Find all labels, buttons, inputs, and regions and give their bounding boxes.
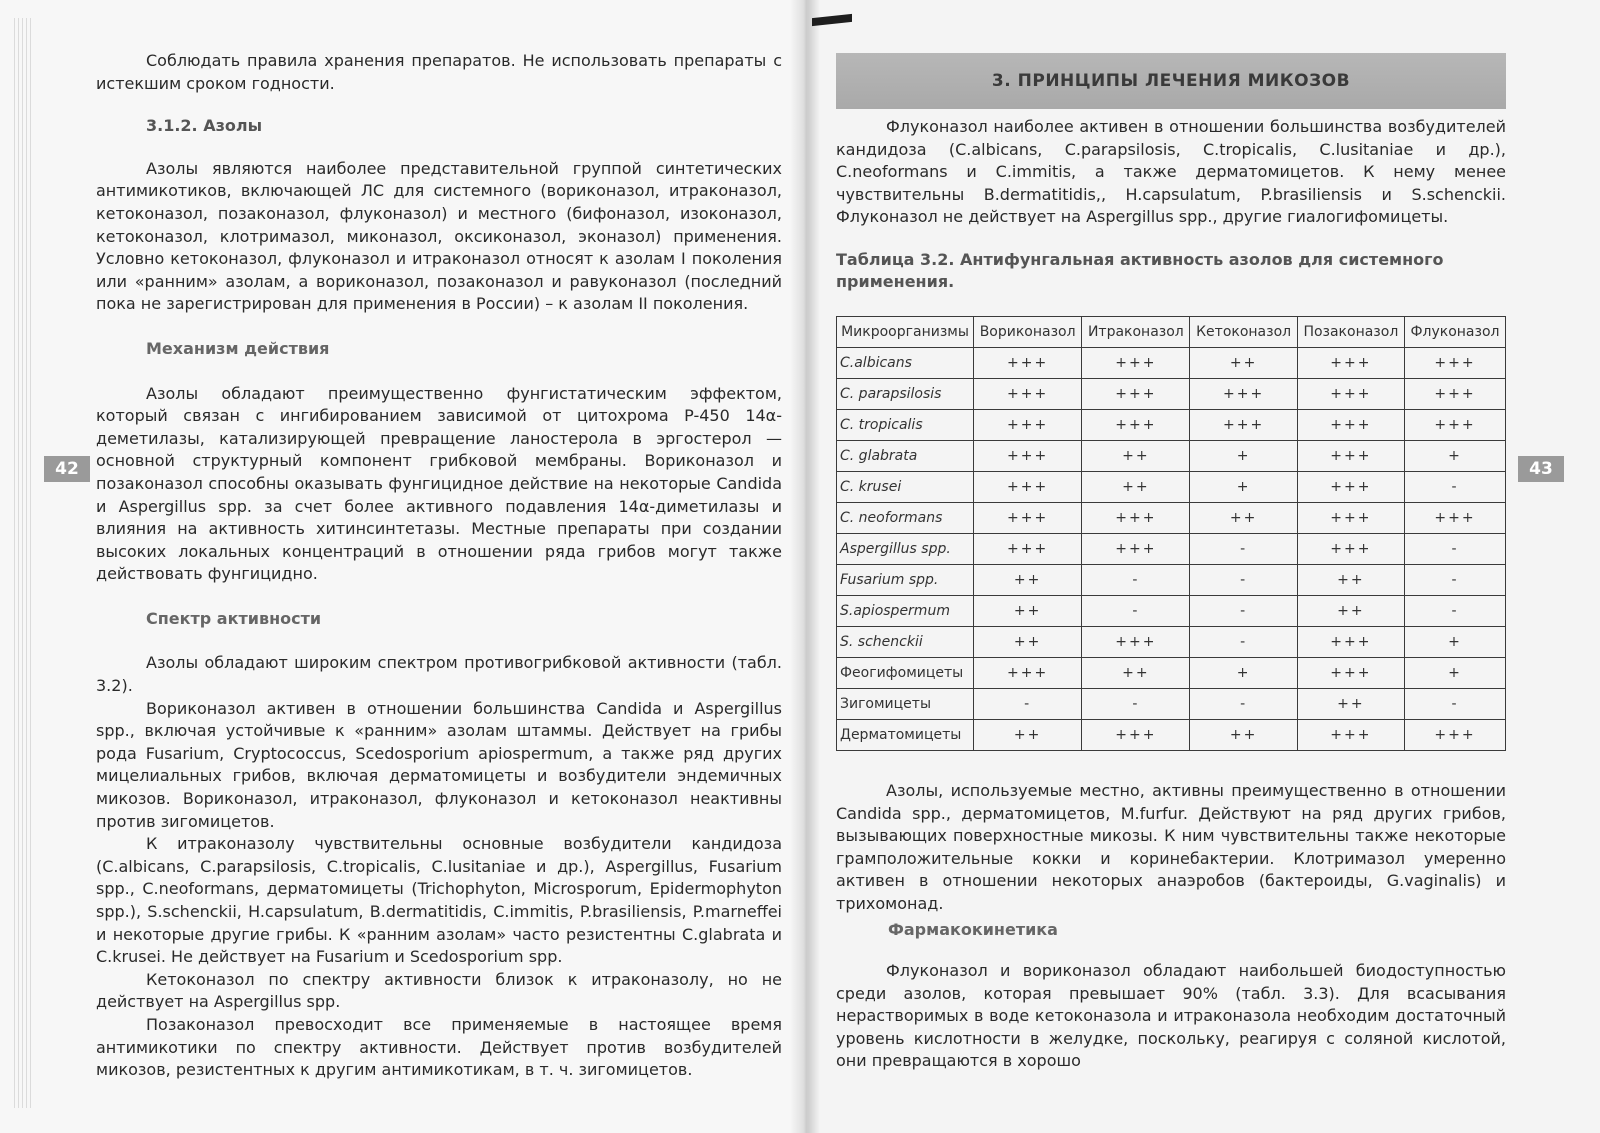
activity-cell: - xyxy=(1190,689,1297,720)
table-header-row xyxy=(837,317,1506,348)
intro-paragraph: Соблюдать правила хранения препаратов. Не использовать препараты с истекшим сроком годности. xyxy=(96,51,782,93)
table-row xyxy=(837,503,1506,534)
activity-cell: +++ xyxy=(974,472,1082,503)
activity-cell: +++ xyxy=(1404,720,1505,751)
activity-cell: - xyxy=(1082,596,1190,627)
activity-cell: ++ xyxy=(974,565,1082,596)
right-text-top xyxy=(836,116,1506,229)
activity-cell: + xyxy=(1190,472,1297,503)
header-cell: Итраконазол xyxy=(1082,317,1190,348)
activity-cell: +++ xyxy=(1082,503,1190,534)
activity-cell: ++ xyxy=(1297,565,1404,596)
table-row xyxy=(837,627,1506,658)
organism-cell: C. neoformans xyxy=(837,503,974,534)
heading-spectrum: Спектр активности xyxy=(146,608,322,628)
header-cell: Позаконазол xyxy=(1297,317,1404,348)
organism-cell: C. tropicalis xyxy=(837,410,974,441)
activity-cell: ++ xyxy=(974,627,1082,658)
activity-cell: - xyxy=(1404,565,1505,596)
activity-cell: +++ xyxy=(1297,720,1404,751)
activity-cell: +++ xyxy=(974,379,1082,410)
activity-cell: - xyxy=(1190,534,1297,565)
activity-cell: +++ xyxy=(974,503,1082,534)
section-title-azoles: 3.1.2. Азолы xyxy=(146,116,263,136)
activity-cell: +++ xyxy=(1404,503,1505,534)
activity-cell: ++ xyxy=(1190,720,1297,751)
table-row xyxy=(837,410,1506,441)
table-row xyxy=(837,379,1506,410)
organism-cell: Зигомицеты xyxy=(837,689,974,720)
activity-cell: +++ xyxy=(1082,348,1190,379)
organism-cell: Aspergillus spp. xyxy=(837,534,974,565)
activity-cell: + xyxy=(1190,441,1297,472)
activity-cell: +++ xyxy=(974,534,1082,565)
activity-cell: - xyxy=(1082,565,1190,596)
activity-cell: +++ xyxy=(1082,627,1190,658)
organism-cell: Дерматомицеты xyxy=(837,720,974,751)
organism-cell: C. glabrata xyxy=(837,441,974,472)
table-body xyxy=(837,348,1506,751)
activity-cell: ++ xyxy=(1082,441,1190,472)
activity-cell: +++ xyxy=(1297,534,1404,565)
activity-cell: +++ xyxy=(1082,410,1190,441)
chapter-header-bar: 3. ПРИНЦИПЫ ЛЕЧЕНИЯ МИКОЗОВ xyxy=(836,53,1506,109)
activity-cell: +++ xyxy=(1190,379,1297,410)
activity-cell: ++ xyxy=(974,720,1082,751)
left-text-column xyxy=(96,50,782,1082)
activity-cell: ++ xyxy=(1082,472,1190,503)
activity-cell: +++ xyxy=(1082,720,1190,751)
table-row xyxy=(837,720,1506,751)
activity-cell: +++ xyxy=(1297,441,1404,472)
activity-cell: +++ xyxy=(1404,379,1505,410)
table-row xyxy=(837,472,1506,503)
paragraph-spectrum-1: Азолы обладают широким спектром противогрибковой активности (табл. 3.2). xyxy=(96,653,782,696)
activity-cell: - xyxy=(1404,472,1505,503)
activity-cell: +++ xyxy=(1190,410,1297,441)
paragraph-mechanism: Азолы обладают преимущественно фунгистатическим эффектом, который связан с ингибированием зависимой от цитохрома P-450 14α-деметилазы, катализирующей превращение ланостерола в эргостерол — основной структурный компонент грибковой мембраны. Вориконазол и позаконазол способны оказывать фунгицидное действие на некоторые Candida и Aspergillus spp. за счет более активного подавления 14α-диметилазы и влияния на активность хитинсинтетазы. Местные препараты при создании высоких локальных концентраций в отношении ряда грибов могут также действовать фунгицидно. xyxy=(96,383,782,584)
organism-cell: S.apiospermum xyxy=(837,596,974,627)
header-cell: Микроорганизмы xyxy=(837,317,974,348)
organism-cell: S. schenckii xyxy=(837,627,974,658)
activity-cell: +++ xyxy=(1404,410,1505,441)
activity-cell: +++ xyxy=(1297,627,1404,658)
activity-cell: +++ xyxy=(1297,503,1404,534)
activity-cell: ++ xyxy=(1190,503,1297,534)
activity-cell: - xyxy=(1082,689,1190,720)
organism-cell: C. parapsilosis xyxy=(837,379,974,410)
activity-cell: - xyxy=(1404,534,1505,565)
table-row xyxy=(837,689,1506,720)
activity-cell: + xyxy=(1404,627,1505,658)
table-row xyxy=(837,441,1506,472)
activity-cell: + xyxy=(1404,441,1505,472)
activity-cell: +++ xyxy=(1297,410,1404,441)
header-cell: Вориконазол xyxy=(974,317,1082,348)
organism-cell: Феогифомицеты xyxy=(837,658,974,689)
activity-cell: +++ xyxy=(974,410,1082,441)
activity-cell: ++ xyxy=(974,596,1082,627)
paragraph-spectrum-5: Позаконазол превосходит все применяемые в настоящее время антимикотики по спектру активности. Действует против возбудителей микозов, резистентных к другим антимикотикам, в т. ч. зигомицетов. xyxy=(96,1014,782,1080)
heading-pharmacokinetics: Фармакокинетика xyxy=(888,920,1058,939)
page-number-left: 42 xyxy=(44,456,90,482)
activity-cell: - xyxy=(1190,565,1297,596)
paragraph-fluconazole: Флуконазол наиболее активен в отношении большинства возбудителей кандидоза (C.albicans, C.parapsilosis, C.tropicalis, C.lusitaniae и др.), C.neoformans и C.immitis, а также дерматомицетов. К нему менее чувствительны B.dermatitidis,, H.capsulatum, P.brasiliensis и S.schenckii. Флуконазол не действует на Aspergillus spp., другие гиалогифомицеты. xyxy=(836,117,1506,227)
activity-cell: ++ xyxy=(1190,348,1297,379)
organism-cell: C.albicans xyxy=(837,348,974,379)
activity-cell: - xyxy=(1404,689,1505,720)
paragraph-spectrum-4: Кетоконазол по спектру активности близок к итраконазолу, но не действует на Aspergillus spp. xyxy=(96,969,782,1012)
page-number-right: 43 xyxy=(1518,456,1564,482)
heading-mechanism: Механизм действия xyxy=(146,338,330,358)
activity-cell: - xyxy=(974,689,1082,720)
activity-cell: +++ xyxy=(1297,472,1404,503)
activity-cell: - xyxy=(1190,596,1297,627)
activity-cell: +++ xyxy=(974,348,1082,379)
table-row xyxy=(837,565,1506,596)
activity-cell: +++ xyxy=(1297,379,1404,410)
organism-cell: C. krusei xyxy=(837,472,974,503)
activity-cell: ++ xyxy=(1297,689,1404,720)
right-text-bottom xyxy=(836,960,1506,1073)
activity-cell: + xyxy=(1190,658,1297,689)
book-spine xyxy=(790,0,820,1133)
activity-cell: +++ xyxy=(1297,658,1404,689)
paragraph-local-azoles: Азолы, используемые местно, активны преимущественно в отношении Candida spp., дерматомицетов, M.furfur. Действуют на ряд других грибов, вызывающих поверхностные микозы. К ним чувствительны также некоторые грамположительные кокки и коринебактерии. Клотримазол умеренно активен в отношении некоторых анаэробов (бактероиды, G.vaginalis) и трихомонад. xyxy=(836,781,1506,913)
table-row xyxy=(837,596,1506,627)
activity-cell: - xyxy=(1404,596,1505,627)
table-caption: Таблица 3.2. Антифунгальная активность азолов для системного применения. xyxy=(836,250,1444,291)
table-row xyxy=(837,348,1506,379)
paragraph-spectrum-3: К итраконазолу чувствительны основные возбудители кандидоза (C.albicans, C.parapsilosis, C.tropicalis, C.lusitaniae и др.), Aspergillus, Fusarium spp., C.neoformans, дерматомицеты (Trichophyton, Microsporum, Epidermophyton spp.), S.schenckii, H.capsulatum, B.dermatitidis, C.immitis, P.brasiliensis, P.marneffei и некоторые другие грибы. К «ранним азолам» часто резистентны C.glabrata и C.krusei. Не действует на Fusarium и Scedosporium spp. xyxy=(96,834,782,967)
azole-activity-table xyxy=(836,316,1506,751)
activity-cell: - xyxy=(1190,627,1297,658)
paragraph-pharmacokinetics: Флуконазол и вориконазол обладают наибольшей биодоступностью среди азолов, которая превышает 90% (табл. 3.3). Для всасывания нерастворимых в воде кетоконазола и итраконазола необходим достаточный уровень кислотности в желудке, поскольку, реагируя с соляной кислотой, они превращаются в хорошо xyxy=(836,961,1506,1071)
table-row xyxy=(837,534,1506,565)
activity-cell: +++ xyxy=(974,658,1082,689)
activity-cell: ++ xyxy=(1297,596,1404,627)
activity-cell: + xyxy=(1404,658,1505,689)
right-text-middle xyxy=(836,780,1506,916)
activity-cell: ++ xyxy=(1082,658,1190,689)
page-edge-lines xyxy=(14,18,32,1108)
activity-cell: +++ xyxy=(1404,348,1505,379)
paragraph-spectrum-2: Вориконазол активен в отношении большинства Candida и Aspergillus spp., включая устойчивые к «ранним» азолам штаммы. Действует на грибы рода Fusarium, Cryptococcus, Scedosporium apiospermum, а также ряд других мицелиальных грибов, включая дерматомицеты и возбудители эндемичных микозов. Вориконазол, итраконазол, флуконазол и кетоконазол неактивны против зигомицетов. xyxy=(96,698,782,831)
activity-cell: +++ xyxy=(974,441,1082,472)
header-cell: Флуконазол xyxy=(1404,317,1505,348)
header-cell: Кетоконазол xyxy=(1190,317,1297,348)
paragraph-azoles: Азолы являются наиболее представительной группой синтетических антимикотиков, включающей ЛС для системного (вориконазол, итраконазол, кетоконазол, позаконазол, флуконазол) и местного (бифоназол, изоконазол, кетоконазол, клотримазол, миконазол, оксиконазол, эконазол) применения. Условно кетоконазол, флуконазол и итраконазол относят к азолам I поколения или «ранним» азолам, а вориконазол, позаконазол и равуконазол (последний пока не зарегистрирован для применения в России) – к азолам II поколения. xyxy=(96,158,782,314)
table-row xyxy=(837,658,1506,689)
activity-cell: +++ xyxy=(1082,379,1190,410)
organism-cell: Fusarium spp. xyxy=(837,565,974,596)
activity-cell: +++ xyxy=(1082,534,1190,565)
activity-cell: +++ xyxy=(1297,348,1404,379)
